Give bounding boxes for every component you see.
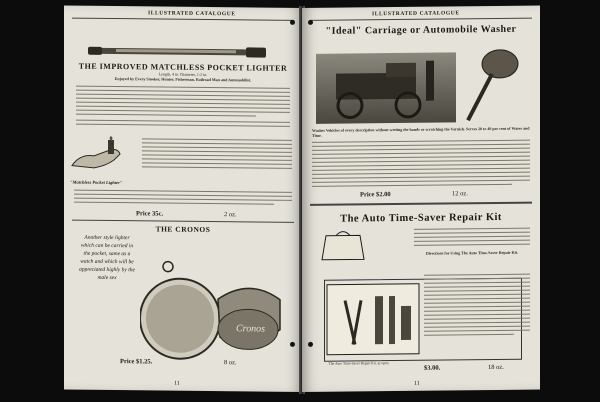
- pocket-lighter-image: [88, 44, 270, 60]
- lighter-dimensions: Length, 4 in. Diameter, 1-2 in.: [158, 71, 208, 78]
- lighter-title: THE IMPROVED MATCHLESS POCKET LIGHTER: [78, 61, 288, 73]
- left-running-head: ILLUSTRATED CATALOGUE: [148, 10, 236, 18]
- lighter-weight: 2 oz.: [224, 211, 237, 219]
- punch-hole: [308, 20, 313, 25]
- lighter-title-block: [76, 62, 290, 83]
- lighter-tagline: Enjoyed by Every Smoker, Hunter, Fisherman, Railroad Man and Automobilist.: [114, 76, 252, 83]
- washer-title: "Ideal" Carriage or Automobile Washer: [325, 23, 517, 37]
- cronos-watch-lighter-image: [140, 258, 290, 370]
- repair-kit-directions-heading: Directions for Using The Auto Time-Saver Repair Kit.: [425, 249, 519, 256]
- washer-subtitle: Washes Vehicles of every description without wetting the hands or scratching the Varnish. Serves 20 to 40 per cent of Water and Time.: [312, 125, 530, 138]
- lighter-price: Price 35c.: [136, 210, 164, 218]
- hand-holding-lighter-image: [70, 136, 136, 175]
- punch-hole: [290, 20, 295, 25]
- cronos-price: Price $1.25.: [120, 358, 153, 366]
- washer-body-text: [312, 140, 530, 142]
- repair-kit-intro-text: [414, 228, 530, 229]
- left-head-rule: [72, 18, 294, 21]
- right-page-number: 11: [414, 380, 420, 387]
- punch-hole: [308, 342, 313, 347]
- lighter-body-text: [76, 86, 290, 88]
- lighter-description-text: [142, 138, 292, 140]
- cronos-description: Another style lighter which can be carried in the pocket, same as a watch and which will be appreciated highly by the male sex: [79, 234, 135, 282]
- right-section-rule: [310, 202, 532, 206]
- cronos-weight: 8 oz.: [224, 359, 237, 367]
- right-page: [302, 6, 540, 392]
- cronos-title: THE CRONOS: [155, 224, 211, 235]
- washer-weight: 12 oz.: [452, 190, 468, 198]
- repair-kit-closed-image: [318, 229, 368, 262]
- left-section-rule: [72, 220, 294, 223]
- repair-kit-price: $3.00.: [424, 364, 441, 372]
- washer-brush-image: [462, 46, 524, 123]
- cronos-watch-lettering: Cronos: [236, 323, 266, 335]
- repair-kit-weight: 18 oz.: [488, 363, 504, 372]
- left-page: [64, 6, 302, 392]
- right-running-head: ILLUSTRATED CATALOGUE: [372, 10, 460, 18]
- washer-price: Price $2.00: [360, 191, 391, 199]
- repair-kit-title: The Auto Time-Saver Repair Kit: [340, 211, 502, 225]
- punch-hole: [290, 342, 295, 347]
- lighter-extra-text: [74, 190, 292, 192]
- pocket-lighter-caption: "Matchless Pocket Lighter": [70, 179, 123, 186]
- left-page-number: 11: [174, 380, 180, 387]
- repair-kit-caption: The Auto Time-Saver Repair Kit, as open.: [328, 361, 390, 366]
- right-head-rule: [310, 18, 532, 21]
- automobile-photo: [316, 52, 456, 123]
- repair-kit-directions-text: [424, 274, 530, 275]
